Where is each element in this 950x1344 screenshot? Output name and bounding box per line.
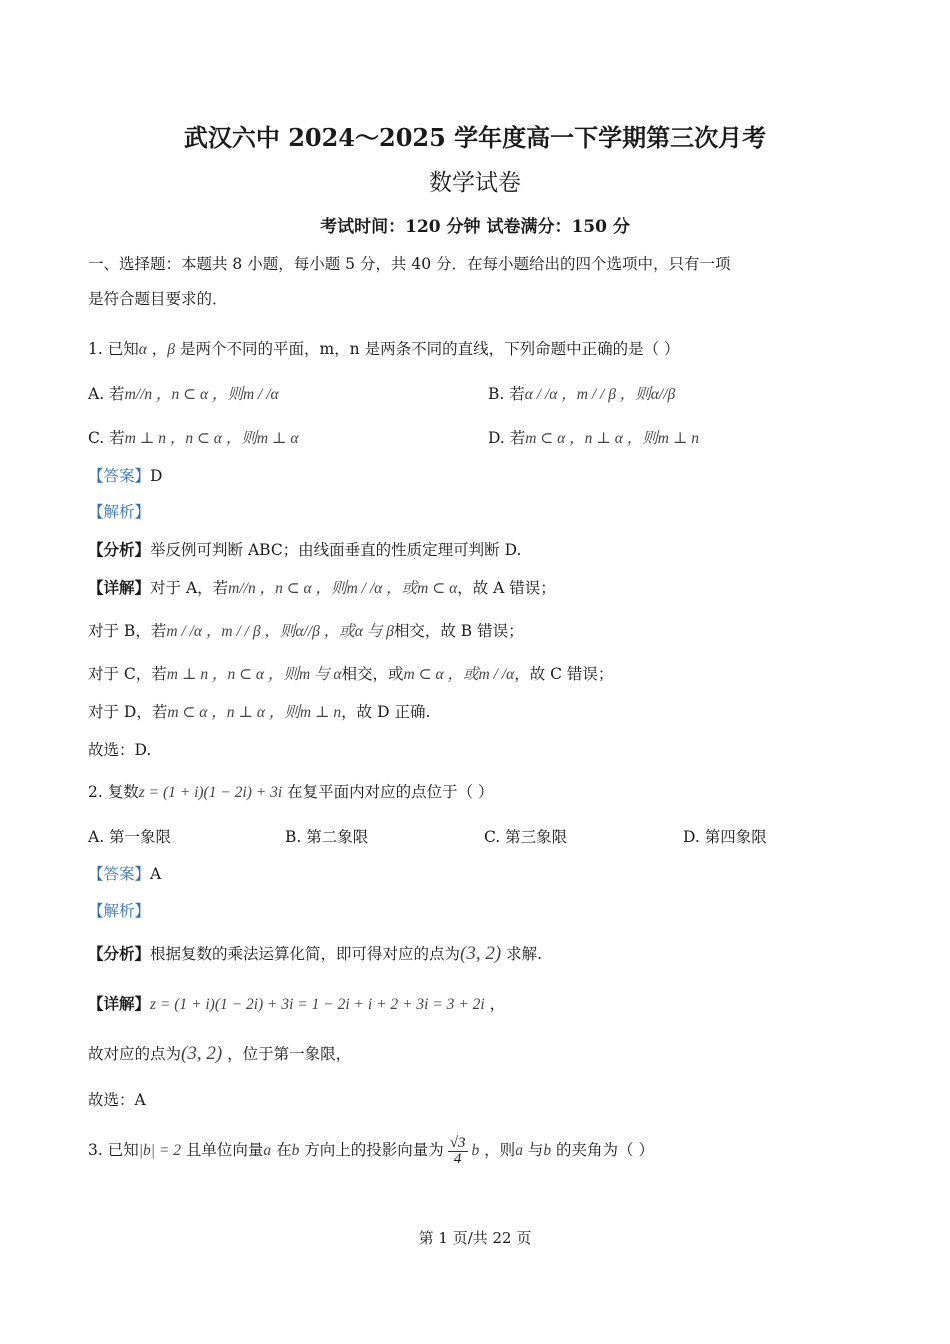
q2-analysis-tag: 【解析】 — [88, 902, 151, 920]
q3-stem-e: ，则 — [479, 1141, 516, 1159]
q1-xj3-math2: m ⊂ α ，或m / /α — [403, 666, 515, 683]
q3-vec-a2: a — [515, 1142, 523, 1159]
q2-xiangjie-end: ， — [484, 995, 506, 1013]
q1-choice: 故选：D. — [88, 741, 152, 759]
q1-xj3-end: ，故 C 错误； — [514, 665, 614, 683]
q1-option-a-math: m//n ，n ⊂ α ，则m / /α — [124, 386, 279, 403]
q1-xj2-math: m / /α ，m / / β ，则α//β ，或α 与 β — [166, 623, 394, 640]
q1-xj4-math: m ⊂ α ，n ⊥ α ，则m ⊥ n — [167, 704, 342, 721]
q3-vec-a: a — [263, 1142, 272, 1159]
q1-xiangjie-tag: 【详解】 — [88, 578, 151, 597]
q1-xj4-end: ，故 D 正确. — [341, 703, 431, 721]
q1-xj1-end: ，故 A 错误； — [457, 579, 556, 597]
q2-stem — [88, 780, 494, 802]
q2-option-b: B. 第二象限 — [285, 828, 369, 846]
exam-title: 武汉六中 2024～2025 学年度高一下学期第三次月考 — [183, 123, 767, 152]
q2-stem-rest: 在复平面内对应的点位于（ ） — [282, 783, 494, 801]
exam-subtitle: 数学试卷 — [429, 170, 521, 196]
q1-option-b-label: B. 若 — [488, 385, 525, 403]
q2-fenxi — [88, 942, 542, 965]
q2-point-text: 故对应的点为 — [88, 1045, 182, 1063]
q1-stem-text: 1. 已知 — [88, 340, 139, 358]
q2-fenxi-text: 根据复数的乘法运算化简，即可得对应的点为 — [150, 945, 461, 963]
q3-frac-vec: b — [471, 1142, 480, 1159]
q1-option-c-label: C. 若 — [88, 429, 125, 447]
q1-fenxi-tag: 【分析】 — [88, 540, 151, 559]
section-heading-line1: 一、选择题：本题共 8 小题，每小题 5 分，共 40 分．在每小题给出的四个选项中，只有一项 — [88, 255, 731, 273]
q1-answer-value: D — [150, 467, 163, 485]
q2-fenxi-tag: 【分析】 — [88, 944, 151, 963]
q2-stem-math: z = (1 + i)(1 − 2i) + 3i — [138, 784, 283, 801]
q3-stem-c: 在 — [271, 1141, 292, 1159]
q1-xiangjie-4 — [88, 700, 430, 722]
q2-point-math: (3, 2) — [181, 1043, 223, 1064]
q1-xiangjie-2 — [88, 619, 524, 641]
exam-info: 考试时间：120 分钟 试卷满分：150 分 — [320, 217, 630, 237]
q2-option-d: D. 第四象限 — [683, 828, 767, 846]
q1-xiangjie-1 — [88, 576, 556, 598]
q1-xj3-mid: 相交，或 — [341, 665, 404, 683]
q1-option-c-math: m ⊥ n ，n ⊂ α ，则m ⊥ α — [124, 430, 299, 447]
q1-option-c — [88, 426, 298, 448]
q3-stem-f: 与 — [522, 1141, 544, 1159]
q1-xj2-text: 对于 B，若 — [88, 622, 167, 640]
q3-vec-b2: b — [543, 1142, 552, 1159]
q3-projection-fraction — [448, 1136, 468, 1167]
q2-choice: 故选：A — [88, 1091, 146, 1109]
q2-answer — [88, 862, 161, 884]
q2-point — [88, 1042, 351, 1065]
q1-alpha: α — [138, 341, 147, 358]
q1-fenxi — [88, 538, 521, 560]
q1-xj1-math: m//n ，n ⊂ α ，则m / /α ，或m ⊂ α — [228, 580, 458, 597]
q1-beta: β — [167, 341, 176, 358]
q1-xj2-end: 相交，故 B 错误； — [393, 622, 524, 640]
q1-answer — [88, 464, 162, 486]
q1-analysis-tag: 【解析】 — [88, 503, 151, 521]
q2-option-a: A. 第一象限 — [88, 828, 172, 846]
q1-option-d-math: m ⊂ α ，n ⊥ α ，则m ⊥ n — [525, 430, 700, 447]
q1-answer-tag: 【答案】 — [88, 467, 151, 485]
q2-option-c: C. 第三象限 — [484, 828, 568, 846]
q3-stem-d: 方向上的投影向量为 — [299, 1141, 444, 1159]
q1-fenxi-text: 举反例可判断 ABC；由线面垂直的性质定理可判断 D. — [150, 541, 522, 559]
q1-xj1-text: 对于 A，若 — [150, 579, 229, 597]
page-footer: 第 1 页/共 22 页 — [418, 1229, 532, 1247]
q1-stem — [88, 337, 680, 359]
q2-fenxi-point: (3, 2) — [460, 943, 502, 964]
q3-stem-g: 的夹角为（ ） — [551, 1141, 654, 1159]
q2-fenxi-end: 求解. — [501, 945, 543, 963]
q1-option-b-math: α / /α ，m / / β ，则α//β — [524, 386, 676, 403]
section-heading-line2: 是符合题目要求的． — [88, 290, 228, 308]
q2-answer-tag: 【答案】 — [88, 865, 151, 883]
q1-option-a — [88, 382, 279, 404]
q2-answer-value: A — [150, 865, 162, 883]
q3-stem-text: 3. 已知 — [88, 1141, 139, 1159]
q1-option-d — [488, 426, 699, 448]
q3-vec-b: b — [291, 1142, 300, 1159]
q3-stem-b: 且单位向量 — [180, 1141, 264, 1159]
q2-xiangjie — [88, 992, 505, 1014]
q3-frac-num: √3 — [449, 1134, 466, 1151]
q1-xj4-text: 对于 D，若 — [88, 703, 168, 721]
q1-stem-sep: ， — [146, 340, 168, 358]
q1-xj3-text: 对于 C，若 — [88, 665, 167, 683]
q2-xiangjie-math: z = (1 + i)(1 − 2i) + 3i = 1 − 2i + i + 2 + 3i = 3 + 2i — [150, 996, 485, 1013]
q1-option-a-label: A. 若 — [88, 385, 125, 403]
q3-norm-b: |b| = 2 — [138, 1142, 181, 1159]
q1-stem-rest: 是两个不同的平面，m，n 是两条不同的直线，下列命题中正确的是（ ） — [175, 340, 680, 358]
q1-xj3-math: m ⊥ n ，n ⊂ α ，则m 与 α — [166, 666, 342, 683]
q2-xiangjie-tag: 【详解】 — [88, 994, 151, 1013]
q1-option-b — [488, 382, 675, 404]
q3-stem — [88, 1128, 654, 1173]
q2-stem-text: 2. 复数 — [88, 783, 139, 801]
q1-option-d-label: D. 若 — [488, 429, 526, 447]
q2-point-end: ，位于第一象限， — [222, 1045, 352, 1063]
q3-frac-den: 4 — [453, 1150, 462, 1167]
q1-xiangjie-3 — [88, 662, 613, 684]
